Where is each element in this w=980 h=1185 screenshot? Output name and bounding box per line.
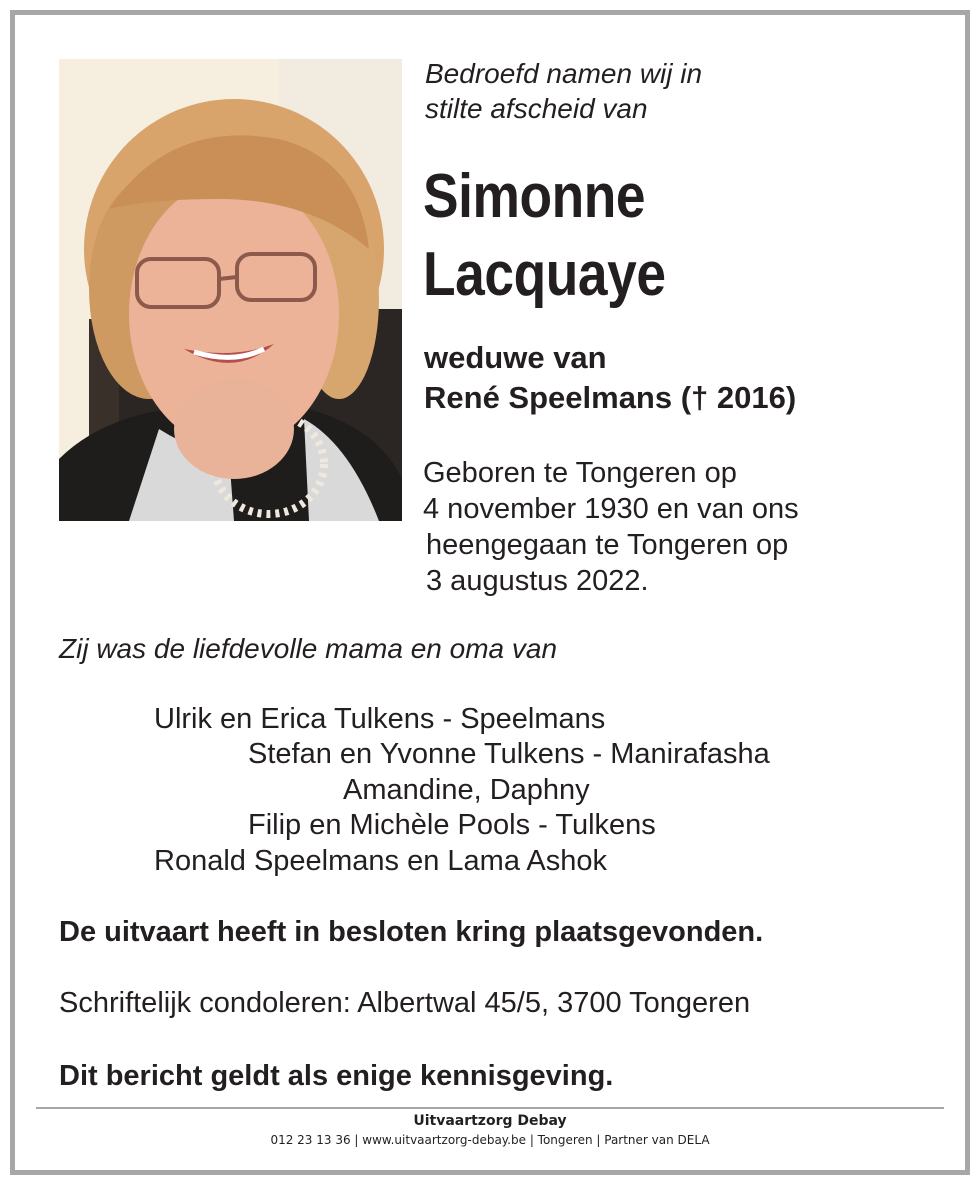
portrait-photo (59, 59, 402, 521)
family-member: Stefan en Yvonne Tulkens - Manirafasha (248, 738, 770, 770)
widow-block (424, 338, 796, 418)
undertaker-contact: 012 23 13 36 | www.uitvaartzorg-debay.be | Tongeren | Partner van DELA (270, 1133, 710, 1147)
family-member: Ronald Speelmans en Lama Ashok (154, 845, 608, 877)
family-member: Ulrik en Erica Tulkens - Speelmans (154, 703, 606, 735)
birth-death-text (423, 455, 799, 599)
deceased-name (423, 158, 666, 314)
spouse-name: René Speelmans († 2016) (424, 380, 797, 415)
birth-line-3: heengegaan te Tongeren op (426, 529, 789, 561)
family-member: Amandine, Daphny (343, 774, 590, 806)
intro-text (425, 56, 702, 126)
footer-divider (36, 1107, 944, 1109)
birth-line-2: 4 november 1930 en van ons (423, 493, 799, 525)
family-member: Filip en Michèle Pools - Tulkens (248, 809, 656, 841)
intro-line-2: stilte afscheid van (425, 93, 648, 124)
birth-line-4: 3 augustus 2022. (426, 565, 649, 597)
family-intro: Zij was de liefdevolle mama en oma van (59, 633, 558, 664)
condolence-address: Schriftelijk condoleren: Albertwal 45/5, 3700 Tongeren (59, 987, 751, 1019)
intro-line-1: Bedroefd namen wij in (425, 58, 703, 89)
notice-text: Dit bericht geldt als enige kennisgeving. (59, 1060, 614, 1092)
funeral-note: De uitvaart heeft in besloten kring plaatsgevonden. (59, 916, 764, 948)
last-name: Lacquaye (423, 240, 666, 309)
widow-label: weduwe van (424, 340, 607, 375)
undertaker-name: Uitvaartzorg Debay (413, 1113, 567, 1129)
birth-line-1: Geboren te Tongeren op (423, 457, 737, 489)
first-name: Simonne (423, 162, 646, 231)
